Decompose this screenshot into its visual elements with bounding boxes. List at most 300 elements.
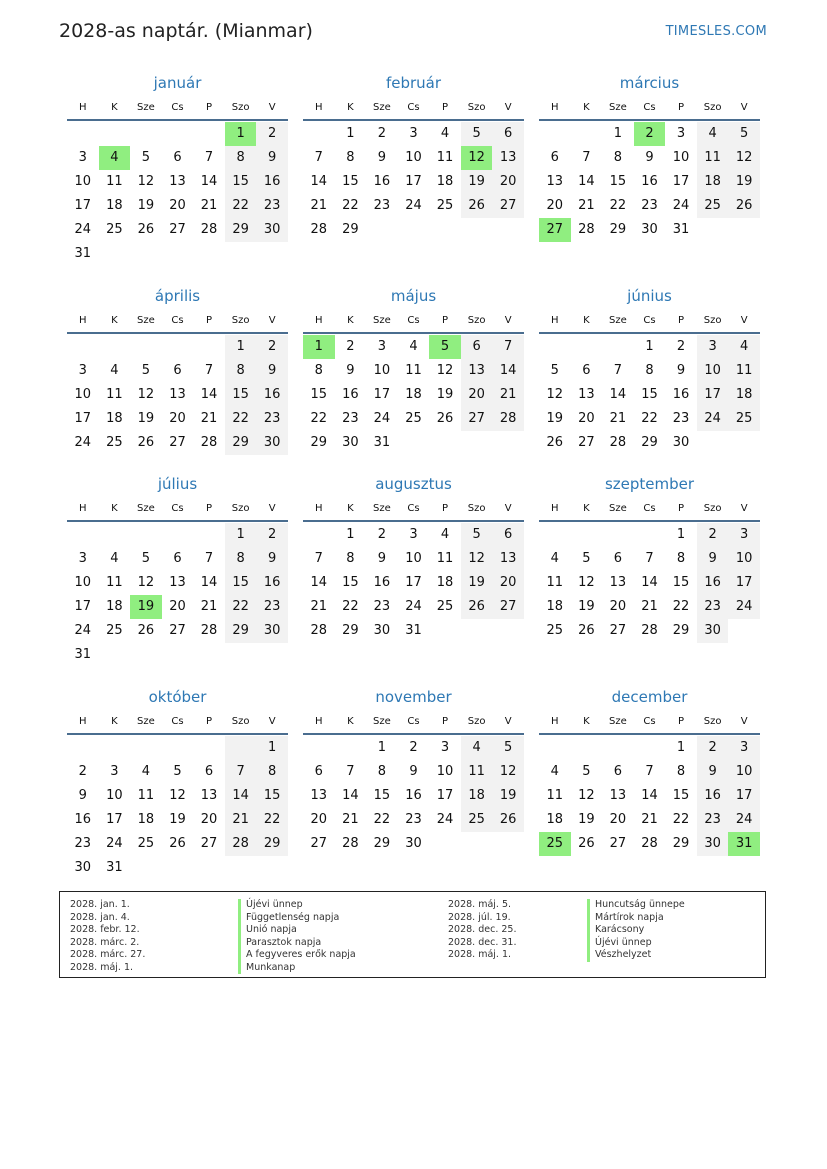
day-cell[interactable]: 13 <box>169 575 186 590</box>
day-cell[interactable]: 19 <box>578 599 595 614</box>
day-cell[interactable]: 14 <box>200 387 218 402</box>
day-cell[interactable]: 18 <box>106 411 123 426</box>
day-cell[interactable]: 20 <box>461 383 493 407</box>
day-cell[interactable]: 26 <box>137 623 155 638</box>
day-cell[interactable]: 22 <box>373 812 391 827</box>
day-cell[interactable]: 13 <box>609 788 627 803</box>
day-cell[interactable]: 31 <box>74 647 92 662</box>
day-cell[interactable]: 15 <box>310 387 328 402</box>
day-cell[interactable]: 8 <box>225 359 257 383</box>
day-cell[interactable]: 9 <box>377 551 387 566</box>
day-cell[interactable]: 1 <box>256 736 288 760</box>
day-cell[interactable]: 23 <box>672 411 690 426</box>
day-cell[interactable]: 6 <box>492 523 524 547</box>
day-cell[interactable]: 8 <box>676 764 686 779</box>
day-cell[interactable]: 7 <box>204 551 214 566</box>
day-cell[interactable]: 9 <box>377 150 387 165</box>
day-cell[interactable]: 9 <box>256 547 288 571</box>
day-cell[interactable]: 27 <box>200 836 218 851</box>
day-cell[interactable]: 9 <box>78 788 87 803</box>
day-cell[interactable]: 28 <box>342 836 359 851</box>
day-cell[interactable]: 2 <box>697 736 729 760</box>
day-cell[interactable]: 9 <box>697 547 729 571</box>
day-cell[interactable]: 1 <box>303 335 335 359</box>
day-cell[interactable]: 15 <box>256 784 288 808</box>
day-cell[interactable]: 20 <box>492 571 524 595</box>
day-cell[interactable]: 27 <box>492 595 524 619</box>
day-cell[interactable]: 25 <box>405 411 422 426</box>
day-cell[interactable]: 22 <box>672 812 690 827</box>
day-cell[interactable]: 2 <box>676 339 686 354</box>
day-cell[interactable]: 13 <box>169 387 186 402</box>
day-cell[interactable]: 30 <box>256 431 288 455</box>
day-cell[interactable]: 2 <box>256 335 288 359</box>
day-cell[interactable]: 11 <box>106 174 123 189</box>
day-cell[interactable]: 15 <box>342 174 359 189</box>
day-cell[interactable]: 27 <box>609 623 627 638</box>
day-cell[interactable]: 29 <box>342 623 359 638</box>
day-cell[interactable]: 4 <box>440 126 450 141</box>
day-cell[interactable]: 21 <box>225 808 257 832</box>
day-cell[interactable]: 22 <box>225 595 257 619</box>
day-cell[interactable]: 12 <box>461 146 493 170</box>
day-cell[interactable]: 17 <box>728 571 760 595</box>
day-cell[interactable]: 12 <box>436 363 454 378</box>
day-cell[interactable]: 1 <box>676 740 686 755</box>
day-cell[interactable]: 25 <box>697 194 729 218</box>
day-cell[interactable]: 10 <box>672 150 690 165</box>
day-cell[interactable]: 25 <box>137 836 155 851</box>
day-cell[interactable]: 27 <box>461 407 493 431</box>
day-cell[interactable]: 3 <box>676 126 686 141</box>
day-cell[interactable]: 14 <box>200 174 218 189</box>
day-cell[interactable]: 13 <box>546 174 564 189</box>
brand-logo[interactable]: TIMESLES.COM <box>665 24 767 39</box>
day-cell[interactable]: 18 <box>461 784 493 808</box>
day-cell[interactable]: 24 <box>74 222 92 237</box>
day-cell[interactable]: 19 <box>492 784 524 808</box>
day-cell[interactable]: 31 <box>74 246 92 261</box>
day-cell[interactable]: 10 <box>74 387 92 402</box>
day-cell[interactable]: 3 <box>697 335 729 359</box>
day-cell[interactable]: 21 <box>578 198 595 213</box>
day-cell[interactable]: 6 <box>173 363 182 378</box>
day-cell[interactable]: 20 <box>169 411 186 426</box>
day-cell[interactable]: 22 <box>641 411 658 426</box>
day-cell[interactable]: 9 <box>346 363 355 378</box>
day-cell[interactable]: 8 <box>256 760 288 784</box>
day-cell[interactable]: 30 <box>373 623 391 638</box>
day-cell[interactable]: 11 <box>436 551 454 566</box>
day-cell[interactable]: 31 <box>106 860 123 875</box>
day-cell[interactable]: 26 <box>137 222 155 237</box>
day-cell[interactable]: 23 <box>342 411 359 426</box>
day-cell[interactable]: 16 <box>373 575 391 590</box>
day-cell[interactable]: 25 <box>106 222 123 237</box>
day-cell[interactable]: 16 <box>373 174 391 189</box>
day-cell[interactable]: 6 <box>173 150 182 165</box>
day-cell[interactable]: 15 <box>641 387 658 402</box>
day-cell[interactable]: 17 <box>697 383 729 407</box>
day-cell[interactable]: 9 <box>645 150 654 165</box>
day-cell[interactable]: 26 <box>578 623 595 638</box>
day-cell[interactable]: 16 <box>256 571 288 595</box>
day-cell[interactable]: 17 <box>74 198 92 213</box>
day-cell[interactable]: 26 <box>461 194 493 218</box>
day-cell[interactable]: 5 <box>461 122 493 146</box>
day-cell[interactable]: 5 <box>173 764 182 779</box>
day-cell[interactable]: 4 <box>110 363 119 378</box>
day-cell[interactable]: 7 <box>314 150 323 165</box>
day-cell[interactable]: 25 <box>546 623 564 638</box>
day-cell[interactable]: 13 <box>461 359 493 383</box>
day-cell[interactable]: 21 <box>310 599 328 614</box>
day-cell[interactable]: 7 <box>204 363 214 378</box>
day-cell[interactable]: 17 <box>74 599 92 614</box>
day-cell[interactable]: 27 <box>169 222 186 237</box>
day-cell[interactable]: 8 <box>225 547 257 571</box>
day-cell[interactable]: 23 <box>256 194 288 218</box>
day-cell[interactable]: 30 <box>405 836 422 851</box>
day-cell[interactable]: 20 <box>578 411 595 426</box>
day-cell[interactable]: 18 <box>137 812 155 827</box>
day-cell[interactable]: 13 <box>578 387 595 402</box>
day-cell[interactable]: 5 <box>550 363 559 378</box>
day-cell[interactable]: 19 <box>461 571 493 595</box>
day-cell[interactable]: 6 <box>492 122 524 146</box>
day-cell[interactable]: 29 <box>225 619 257 643</box>
day-cell[interactable]: 29 <box>225 218 257 242</box>
day-cell[interactable]: 20 <box>310 812 328 827</box>
day-cell[interactable]: 2 <box>78 764 87 779</box>
day-cell[interactable]: 2 <box>377 126 387 141</box>
day-cell[interactable]: 24 <box>106 836 123 851</box>
day-cell[interactable]: 18 <box>106 198 123 213</box>
day-cell[interactable]: 24 <box>697 407 729 431</box>
day-cell[interactable]: 20 <box>609 599 627 614</box>
day-cell[interactable]: 22 <box>310 411 328 426</box>
day-cell[interactable]: 23 <box>697 595 729 619</box>
day-cell[interactable]: 24 <box>74 435 92 450</box>
day-cell[interactable]: 11 <box>106 575 123 590</box>
day-cell[interactable]: 1 <box>346 126 355 141</box>
day-cell[interactable]: 17 <box>373 387 391 402</box>
day-cell[interactable]: 5 <box>141 551 151 566</box>
day-cell[interactable]: 6 <box>550 150 559 165</box>
day-cell[interactable]: 31 <box>373 435 391 450</box>
day-cell[interactable]: 7 <box>314 551 323 566</box>
day-cell[interactable]: 4 <box>550 551 559 566</box>
day-cell[interactable]: 8 <box>613 150 623 165</box>
day-cell[interactable]: 17 <box>436 788 454 803</box>
day-cell[interactable]: 26 <box>169 836 186 851</box>
day-cell[interactable]: 27 <box>609 836 627 851</box>
day-cell[interactable]: 9 <box>256 359 288 383</box>
day-cell[interactable]: 14 <box>578 174 595 189</box>
day-cell[interactable]: 17 <box>405 174 422 189</box>
day-cell[interactable]: 5 <box>728 122 760 146</box>
day-cell[interactable]: 5 <box>141 363 151 378</box>
day-cell[interactable]: 27 <box>492 194 524 218</box>
day-cell[interactable]: 1 <box>613 126 623 141</box>
day-cell[interactable]: 28 <box>200 435 218 450</box>
day-cell[interactable]: 22 <box>256 808 288 832</box>
day-cell[interactable]: 18 <box>546 599 564 614</box>
day-cell[interactable]: 19 <box>130 595 162 619</box>
day-cell[interactable]: 19 <box>436 387 454 402</box>
day-cell[interactable]: 11 <box>546 788 564 803</box>
day-cell[interactable]: 17 <box>106 812 123 827</box>
day-cell[interactable]: 18 <box>728 383 760 407</box>
day-cell[interactable]: 20 <box>609 812 627 827</box>
day-cell[interactable]: 25 <box>106 623 123 638</box>
day-cell[interactable]: 5 <box>429 335 461 359</box>
day-cell[interactable]: 30 <box>697 619 729 643</box>
day-cell[interactable]: 16 <box>256 383 288 407</box>
day-cell[interactable]: 22 <box>672 599 690 614</box>
day-cell[interactable]: 15 <box>225 170 257 194</box>
day-cell[interactable]: 9 <box>256 146 288 170</box>
day-cell[interactable]: 10 <box>697 359 729 383</box>
day-cell[interactable]: 13 <box>609 575 627 590</box>
day-cell[interactable]: 16 <box>672 387 690 402</box>
day-cell[interactable]: 25 <box>436 198 454 213</box>
day-cell[interactable]: 3 <box>110 764 119 779</box>
day-cell[interactable]: 3 <box>440 740 450 755</box>
day-cell[interactable]: 30 <box>256 619 288 643</box>
day-cell[interactable]: 29 <box>225 431 257 455</box>
day-cell[interactable]: 14 <box>609 387 627 402</box>
day-cell[interactable]: 9 <box>409 764 418 779</box>
day-cell[interactable]: 26 <box>728 194 760 218</box>
day-cell[interactable]: 12 <box>728 146 760 170</box>
day-cell[interactable]: 11 <box>461 760 493 784</box>
day-cell[interactable]: 7 <box>225 760 257 784</box>
day-cell[interactable]: 18 <box>697 170 729 194</box>
day-cell[interactable]: 5 <box>492 736 524 760</box>
day-cell[interactable]: 12 <box>546 387 564 402</box>
day-cell[interactable]: 4 <box>409 339 418 354</box>
day-cell[interactable]: 19 <box>137 198 155 213</box>
day-cell[interactable]: 15 <box>672 575 690 590</box>
day-cell[interactable]: 2 <box>377 527 387 542</box>
day-cell[interactable]: 9 <box>676 363 686 378</box>
day-cell[interactable]: 3 <box>78 551 87 566</box>
day-cell[interactable]: 21 <box>200 411 218 426</box>
day-cell[interactable]: 26 <box>578 836 595 851</box>
day-cell[interactable]: 24 <box>728 595 760 619</box>
day-cell[interactable]: 3 <box>409 527 418 542</box>
day-cell[interactable]: 18 <box>106 599 123 614</box>
day-cell[interactable]: 8 <box>314 363 323 378</box>
day-cell[interactable]: 28 <box>310 222 328 237</box>
day-cell[interactable]: 30 <box>74 860 92 875</box>
day-cell[interactable]: 25 <box>539 832 571 856</box>
day-cell[interactable]: 27 <box>578 435 595 450</box>
day-cell[interactable]: 10 <box>728 547 760 571</box>
day-cell[interactable]: 12 <box>578 575 595 590</box>
day-cell[interactable]: 3 <box>78 150 87 165</box>
day-cell[interactable]: 21 <box>641 812 658 827</box>
day-cell[interactable]: 22 <box>342 198 359 213</box>
day-cell[interactable]: 3 <box>728 523 760 547</box>
day-cell[interactable]: 26 <box>436 411 454 426</box>
day-cell[interactable]: 12 <box>578 788 595 803</box>
day-cell[interactable]: 16 <box>256 170 288 194</box>
day-cell[interactable]: 21 <box>641 599 658 614</box>
day-cell[interactable]: 14 <box>641 788 658 803</box>
day-cell[interactable]: 21 <box>342 812 359 827</box>
day-cell[interactable]: 3 <box>409 126 418 141</box>
day-cell[interactable]: 27 <box>310 836 328 851</box>
day-cell[interactable]: 18 <box>546 812 564 827</box>
day-cell[interactable]: 4 <box>110 551 119 566</box>
day-cell[interactable]: 23 <box>405 812 422 827</box>
day-cell[interactable]: 23 <box>641 198 658 213</box>
day-cell[interactable]: 31 <box>672 222 690 237</box>
day-cell[interactable]: 22 <box>609 198 627 213</box>
day-cell[interactable]: 4 <box>141 764 151 779</box>
day-cell[interactable]: 6 <box>582 363 591 378</box>
day-cell[interactable]: 1 <box>377 740 387 755</box>
day-cell[interactable]: 1 <box>346 527 355 542</box>
day-cell[interactable]: 11 <box>546 575 564 590</box>
day-cell[interactable]: 9 <box>697 760 729 784</box>
day-cell[interactable]: 29 <box>672 836 690 851</box>
day-cell[interactable]: 27 <box>169 623 186 638</box>
day-cell[interactable]: 11 <box>106 387 123 402</box>
day-cell[interactable]: 10 <box>74 174 92 189</box>
day-cell[interactable]: 25 <box>728 407 760 431</box>
day-cell[interactable]: 12 <box>137 174 155 189</box>
day-cell[interactable]: 4 <box>440 527 450 542</box>
day-cell[interactable]: 7 <box>492 335 524 359</box>
day-cell[interactable]: 2 <box>634 122 666 146</box>
day-cell[interactable]: 28 <box>641 623 658 638</box>
day-cell[interactable]: 25 <box>436 599 454 614</box>
day-cell[interactable]: 1 <box>225 122 257 146</box>
day-cell[interactable]: 24 <box>672 198 690 213</box>
day-cell[interactable]: 2 <box>256 523 288 547</box>
day-cell[interactable]: 26 <box>461 595 493 619</box>
day-cell[interactable]: 2 <box>256 122 288 146</box>
day-cell[interactable]: 20 <box>200 812 218 827</box>
day-cell[interactable]: 5 <box>461 523 493 547</box>
day-cell[interactable]: 14 <box>342 788 359 803</box>
day-cell[interactable]: 24 <box>373 411 391 426</box>
day-cell[interactable]: 29 <box>310 435 328 450</box>
day-cell[interactable]: 8 <box>645 363 654 378</box>
day-cell[interactable]: 26 <box>546 435 564 450</box>
day-cell[interactable]: 7 <box>645 764 654 779</box>
day-cell[interactable]: 6 <box>461 335 493 359</box>
day-cell[interactable]: 16 <box>641 174 658 189</box>
day-cell[interactable]: 10 <box>106 788 123 803</box>
day-cell[interactable]: 23 <box>697 808 729 832</box>
day-cell[interactable]: 26 <box>492 808 524 832</box>
day-cell[interactable]: 27 <box>169 435 186 450</box>
day-cell[interactable]: 10 <box>405 150 422 165</box>
day-cell[interactable]: 31 <box>728 832 760 856</box>
day-cell[interactable]: 29 <box>373 836 391 851</box>
day-cell[interactable]: 15 <box>225 383 257 407</box>
day-cell[interactable]: 10 <box>373 363 391 378</box>
day-cell[interactable]: 7 <box>582 150 591 165</box>
day-cell[interactable]: 20 <box>169 198 186 213</box>
day-cell[interactable]: 25 <box>461 808 493 832</box>
day-cell[interactable]: 28 <box>578 222 595 237</box>
day-cell[interactable]: 11 <box>405 363 422 378</box>
day-cell[interactable]: 14 <box>492 359 524 383</box>
day-cell[interactable]: 29 <box>672 623 690 638</box>
day-cell[interactable]: 18 <box>436 575 454 590</box>
day-cell[interactable]: 7 <box>204 150 214 165</box>
day-cell[interactable]: 7 <box>645 551 654 566</box>
day-cell[interactable]: 8 <box>346 150 355 165</box>
day-cell[interactable]: 10 <box>74 575 92 590</box>
day-cell[interactable]: 23 <box>373 599 391 614</box>
day-cell[interactable]: 5 <box>141 150 151 165</box>
day-cell[interactable]: 20 <box>169 599 186 614</box>
day-cell[interactable]: 4 <box>550 764 559 779</box>
day-cell[interactable]: 29 <box>609 222 627 237</box>
day-cell[interactable]: 22 <box>225 407 257 431</box>
day-cell[interactable]: 23 <box>373 198 391 213</box>
day-cell[interactable]: 21 <box>310 198 328 213</box>
day-cell[interactable]: 2 <box>697 523 729 547</box>
day-cell[interactable]: 19 <box>728 170 760 194</box>
day-cell[interactable]: 4 <box>99 146 131 170</box>
day-cell[interactable]: 21 <box>200 599 218 614</box>
day-cell[interactable]: 16 <box>342 387 359 402</box>
day-cell[interactable]: 24 <box>728 808 760 832</box>
day-cell[interactable]: 29 <box>342 222 359 237</box>
day-cell[interactable]: 30 <box>641 222 658 237</box>
day-cell[interactable]: 10 <box>728 760 760 784</box>
day-cell[interactable]: 18 <box>436 174 454 189</box>
day-cell[interactable]: 3 <box>377 339 387 354</box>
day-cell[interactable]: 7 <box>613 363 623 378</box>
day-cell[interactable]: 19 <box>169 812 186 827</box>
day-cell[interactable]: 17 <box>728 784 760 808</box>
day-cell[interactable]: 17 <box>74 411 92 426</box>
day-cell[interactable]: 1 <box>676 527 686 542</box>
day-cell[interactable]: 13 <box>492 146 524 170</box>
day-cell[interactable]: 17 <box>672 174 690 189</box>
day-cell[interactable]: 28 <box>492 407 524 431</box>
day-cell[interactable]: 29 <box>256 832 288 856</box>
day-cell[interactable]: 24 <box>405 198 422 213</box>
day-cell[interactable]: 11 <box>137 788 155 803</box>
day-cell[interactable]: 2 <box>346 339 355 354</box>
day-cell[interactable]: 28 <box>200 623 218 638</box>
day-cell[interactable]: 28 <box>200 222 218 237</box>
day-cell[interactable]: 7 <box>346 764 355 779</box>
day-cell[interactable]: 21 <box>492 383 524 407</box>
day-cell[interactable]: 11 <box>436 150 454 165</box>
day-cell[interactable]: 28 <box>225 832 257 856</box>
day-cell[interactable]: 2 <box>409 740 418 755</box>
day-cell[interactable]: 1 <box>225 335 257 359</box>
day-cell[interactable]: 15 <box>609 174 627 189</box>
day-cell[interactable]: 19 <box>578 812 595 827</box>
day-cell[interactable]: 16 <box>697 571 729 595</box>
day-cell[interactable]: 19 <box>546 411 564 426</box>
day-cell[interactable]: 6 <box>204 764 214 779</box>
day-cell[interactable]: 12 <box>461 547 493 571</box>
day-cell[interactable]: 5 <box>582 764 591 779</box>
day-cell[interactable]: 17 <box>405 575 422 590</box>
